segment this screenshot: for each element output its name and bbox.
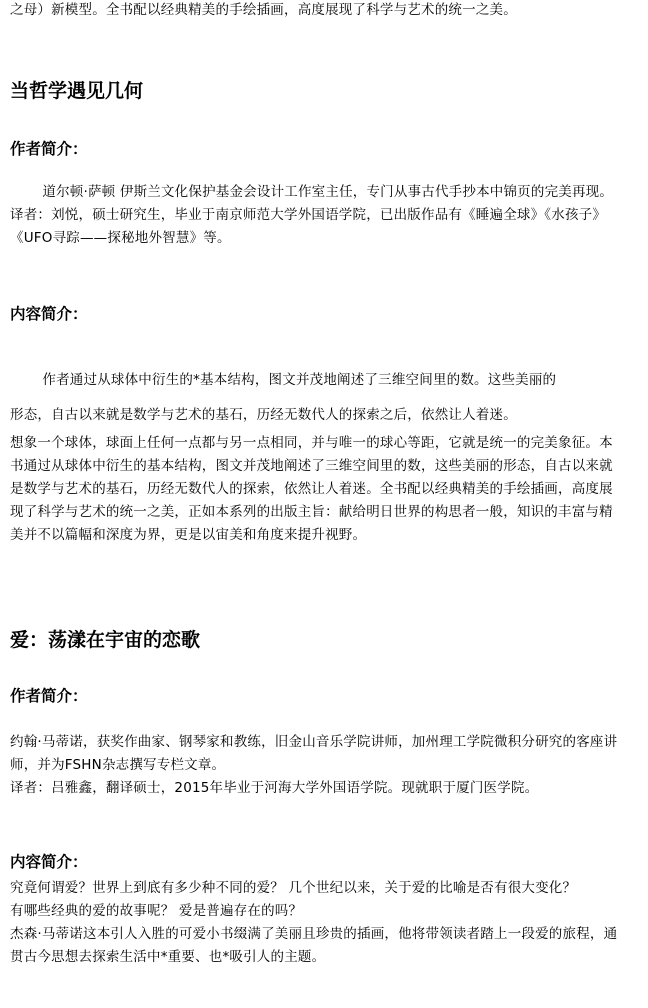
book2-translator-para: 译者：吕雅鑫，翻译硕士，2015年毕业于河海大学外国语学院。现就职于厦门医学院。 <box>10 780 539 796</box>
book2-author-label: 作者简介： <box>10 686 88 705</box>
book1-title: 当哲学遇见几何 <box>10 80 144 102</box>
book2-title: 爱：荡漾在宇宙的恋歌 <box>10 629 201 651</box>
book1-content-para: 想象一个球体，球面上任何一点都与另一点相同，并与唯一的球心等距，它就是统一的完美象征。本书通过从球体中衍生的基本结构，图文并茂地阐述了三维空间里的数，这些美丽的形态，自古以来就是数学与艺术的基石，历经无数代人的探索，依然让人着迷。全书配以经典精美的手绘插画，高度展现了科学与艺术的统一之美，正如本系列的出版主旨：献给明日世界的构思者一般，知识的丰富与精美并不以篇幅和深度为界，更是以宙美和角度来提升视野。 <box>10 435 613 543</box>
book2-content-q1: 究竟何谓爱？世界上到底有多少种不同的爱？ 几个世纪以来，关于爱的比喻是否有很大变化？ <box>10 880 577 896</box>
book2-content-label: 内容简介： <box>10 852 88 871</box>
book2-content-section <box>10 877 622 969</box>
book1-content-label: 内容简介： <box>10 304 88 323</box>
intro-tail-text: 之母）新模型。全书配以经典精美的手绘插画，高度展现了科学与艺术的统一之美。 <box>10 2 517 18</box>
book2-author-para: 约翰·马蒂诺，获奖作曲家、钢琴家和教练，旧金山音乐学院讲师，加州理工学院微积分研究的客座讲师，并为FSHN杂志撰写专栏文章。 <box>10 734 618 773</box>
book2-content-q2: 有哪些经典的爱的故事呢？ 爱是普遍存在的吗？ <box>10 903 303 919</box>
book2-author-section <box>10 731 622 800</box>
book2-content-para: 杰森·马蒂诺这本引人入胜的可爱小书缀满了美丽且珍贵的插画，他将带领读者踏上一段爱的旅程，通贯古今思想去探索生活中*重要、也*吸引人的主题。 <box>10 926 618 965</box>
book1-author-section <box>10 181 622 250</box>
book1-content-line1: 作者通过从球体中衍生的*基本结构，图文并茂地阐述了三维空间里的数。这些美丽的 <box>42 372 557 388</box>
book1-translator-para: 译者：刘悦，硕士研究生，毕业于南京师范大学外国语学院，已出版作品有《睡遍全球》《水孩子》《UFO寻踪——探秘地外智慧》等。 <box>10 207 607 246</box>
book1-author-para: 道尔顿·萨顿 伊斯兰文化保护基金会设计工作室主任，专门从事古代手抄本中锦页的完美再现。 <box>42 184 614 200</box>
book1-content-line2: 形态，自古以来就是数学与艺术的基石，历经无数代人的探索之后，依然让人着迷。 <box>10 407 517 423</box>
book1-author-label: 作者简介： <box>10 139 88 158</box>
